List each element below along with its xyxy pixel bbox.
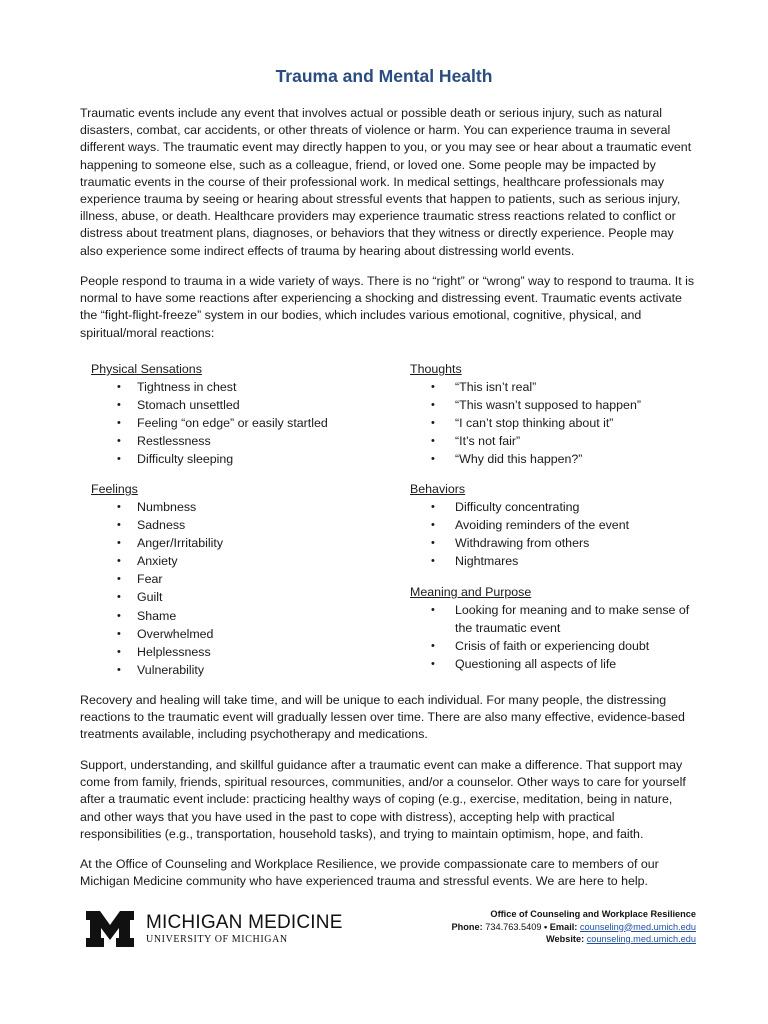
intro-paragraph: Traumatic events include any event that involves actual or possible death or serious injury, such as natural disasters, combat, car accidents, or other threats of violence or harm. You can experience trauma in several different ways. The traumatic event may directly happen to you, or you may see or hear about a traumatic event happening to someone else, such as a colleague, friend, or loved one. Some people may be impacted by traumatic events in the course of their professional work. In medical settings, healthcare professionals may experience trauma by seeing or hearing about stressful events that happen to patients, such as serious injury, illness, abuse, or death. Healthcare providers may experience traumatic stress reactions related to conflict or distress about treatment plans, diagnoses, or behaviors that they witness or directly experience. People may also experience some indirect effects of trauma by hearing about distressing world events. <box>80 106 692 258</box>
bullet-icon: • <box>117 555 121 568</box>
list-item-text: Questioning all aspects of life <box>455 657 617 672</box>
list-item-text: “This wasn’t supposed to happen” <box>455 398 641 413</box>
bullet-icon: • <box>431 640 435 653</box>
list-item-text: Restlessness <box>137 434 211 449</box>
list-item <box>91 570 391 588</box>
bullet-icon: • <box>431 537 435 550</box>
list-item <box>91 552 391 570</box>
list-item <box>410 450 710 468</box>
list-item-text: “This isn’t real” <box>455 380 537 394</box>
website-label: Website: <box>546 934 585 944</box>
list-item <box>91 643 391 661</box>
meaning-purpose-section <box>410 583 700 673</box>
website-link[interactable]: counseling.med.umich.edu <box>586 934 696 944</box>
bullet-icon: • <box>431 555 435 568</box>
office-paragraph: At the Office of Counseling and Workplace Resilience, we provide compassionate care to members of our Michigan Medicine community who have experienced trauma and stressful events. We are here to help. <box>80 857 659 889</box>
office-name: Office of Counseling and Workplace Resilience <box>490 909 696 919</box>
separator-dot: • <box>544 921 548 932</box>
list-item <box>410 601 700 637</box>
list-item-text: Sadness <box>137 518 186 533</box>
response-paragraph: People respond to trauma in a wide variety of ways. There is no “right” or “wrong” way to respond to trauma. It is normal to have some reactions after experiencing a shocking and distressing event. Traumatic events activate the “fight-flight-freeze” system in our bodies, which includes various emotional, cognitive, physical, and spiritual/moral reactions: <box>80 274 695 340</box>
bullet-icon: • <box>431 604 435 616</box>
thoughts-list <box>410 378 710 468</box>
list-item <box>91 534 391 552</box>
list-item <box>410 414 710 432</box>
physical-sensations-section <box>91 360 391 468</box>
email-link[interactable]: counseling@med.umich.edu <box>579 921 696 932</box>
bullet-icon: • <box>117 591 121 604</box>
list-item-text: Difficulty concentrating <box>455 500 580 514</box>
list-item <box>91 498 391 516</box>
list-item-text: Numbness <box>137 500 197 514</box>
list-item-text: Stomach unsettled <box>137 398 240 413</box>
list-item-text: Anxiety <box>137 554 178 569</box>
bullet-icon: • <box>117 381 121 393</box>
behaviors-list <box>410 498 710 570</box>
list-item-text: Withdrawing from others <box>455 536 590 551</box>
list-item <box>91 661 391 679</box>
bullet-icon: • <box>117 645 121 658</box>
list-item-text: Vulnerability <box>137 662 205 677</box>
recovery-paragraph: Recovery and healing will take time, and will be unique to each individual. For many people, the distressing reactions to the traumatic event will gradually lessen over time. There are also many effective, evidence-based treatments available, including psychotherapy and medications. <box>80 693 685 742</box>
section-title: Thoughts <box>410 362 462 376</box>
list-item <box>410 378 710 396</box>
bullet-icon: • <box>117 399 121 412</box>
email-label: Email: <box>549 921 578 932</box>
bullet-icon: • <box>117 663 121 676</box>
list-item <box>91 516 391 534</box>
bullet-icon: • <box>117 453 121 466</box>
page-title: Trauma and Mental Health <box>275 66 493 86</box>
list-item <box>91 396 391 414</box>
logo-subtitle: UNIVERSITY OF MICHIGAN <box>146 934 288 945</box>
bullet-icon: • <box>117 501 121 513</box>
meaning-list <box>410 601 700 673</box>
list-item <box>91 432 391 450</box>
list-item <box>410 552 710 570</box>
list-item-text: Feeling “on edge” or easily startled <box>137 416 328 431</box>
bullet-icon: • <box>431 501 435 513</box>
list-item-text: Crisis of faith or experiencing doubt <box>455 639 650 654</box>
bullet-icon: • <box>431 658 435 671</box>
list-item-text: Helplessness <box>137 644 211 659</box>
list-item-text: Difficulty sleeping <box>137 452 234 467</box>
support-paragraph: Support, understanding, and skillful guidance after a traumatic event can make a difference. That support may come from family, friends, spiritual resources, communities, and/or a counselor. Other ways to care for yourself after a traumatic event include: practicing healthy ways of coping (e.g., exercise, meditation, being in nature, and other ways that you have used in the past to cope with distress), accepting help with practical responsibilities (e.g., transportation, household tasks), and trying to maintain optimism, hope, and faith. <box>80 758 686 841</box>
section-title: Physical Sensations <box>91 362 202 376</box>
list-item-text: Guilt <box>137 590 163 605</box>
feelings-list <box>91 498 391 679</box>
list-item-text: Fear <box>137 572 163 587</box>
logo-name: MICHIGAN MEDICINE <box>146 912 343 933</box>
contact-info <box>452 908 696 946</box>
list-item <box>410 396 710 414</box>
section-title: Behaviors <box>410 482 466 496</box>
list-item-text: Anger/Irritability <box>137 536 224 551</box>
phone-email-line <box>452 921 696 934</box>
list-item <box>410 516 710 534</box>
list-item <box>91 625 391 643</box>
list-item <box>91 607 391 625</box>
section-title: Feelings <box>91 482 138 496</box>
list-item <box>410 637 700 655</box>
bullet-icon: • <box>431 435 435 448</box>
feelings-section <box>91 480 391 679</box>
bullet-icon: • <box>117 417 121 430</box>
section-title: Meaning and Purpose <box>410 585 532 599</box>
bullet-icon: • <box>431 519 435 532</box>
bullet-icon: • <box>431 381 435 393</box>
list-item <box>91 450 391 468</box>
behaviors-section <box>410 480 710 570</box>
phone-number: 734.763.5409 <box>485 921 542 932</box>
bullet-icon: • <box>431 399 435 412</box>
list-item <box>410 432 710 450</box>
bullet-icon: • <box>431 453 435 466</box>
bullet-icon: • <box>117 573 121 586</box>
list-item-text: Shame <box>137 608 177 623</box>
list-item-text: Avoiding reminders of the event <box>455 518 630 533</box>
list-item <box>410 655 700 673</box>
list-item-text: “I can’t stop thinking about it” <box>455 416 614 431</box>
bullet-icon: • <box>431 417 435 430</box>
bullet-icon: • <box>117 627 121 640</box>
bullet-icon: • <box>117 537 121 550</box>
list-item-text: Tightness in chest <box>137 380 237 394</box>
block-m-logo-icon <box>86 911 134 947</box>
list-item <box>91 378 391 396</box>
list-item-text: Looking for meaning and to make sense of the traumatic event <box>455 603 690 636</box>
list-item-text: Nightmares <box>455 554 519 569</box>
physical-list <box>91 378 391 468</box>
list-item-text: “Why did this happen?” <box>455 452 583 467</box>
thoughts-section <box>410 360 710 468</box>
bullet-icon: • <box>117 519 121 532</box>
list-item <box>410 534 710 552</box>
phone-label: Phone: <box>451 921 483 932</box>
list-item-text: Overwhelmed <box>137 626 214 641</box>
bullet-icon: • <box>117 609 121 622</box>
bullet-icon: • <box>117 435 121 448</box>
website-line <box>452 933 696 946</box>
list-item <box>91 588 391 606</box>
list-item-text: “It’s not fair” <box>455 434 521 449</box>
footer <box>80 906 696 951</box>
logo-wordmark <box>146 912 343 945</box>
list-item <box>410 498 710 516</box>
list-item <box>91 414 391 432</box>
